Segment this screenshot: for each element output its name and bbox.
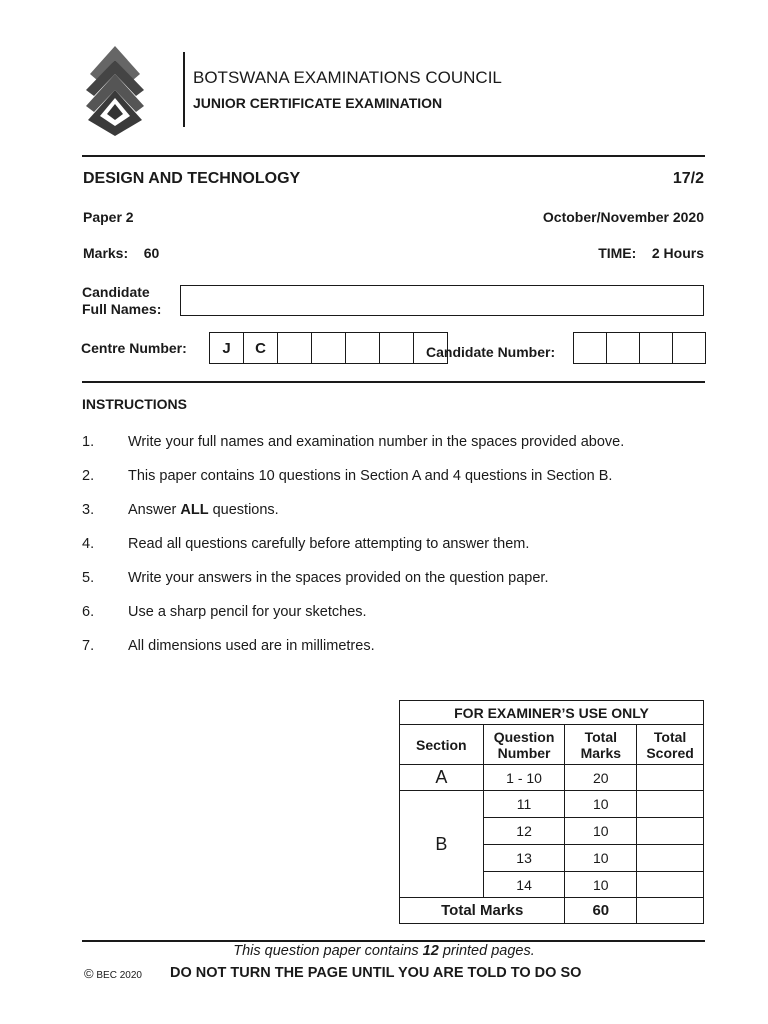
instruction-text: All dimensions used are in millimetres. <box>128 638 375 654</box>
section-b-question: 13 <box>483 845 565 872</box>
section-b-question: 14 <box>483 872 565 898</box>
instruction-number: 2. <box>82 468 95 484</box>
paper-number: Paper 2 <box>83 209 134 225</box>
time-value: 2 Hours <box>651 245 704 261</box>
instruction-text: Write your full names and examination number in the spaces provided above. <box>128 434 625 450</box>
instruction-text-part: Answer <box>128 502 181 518</box>
candidate-number-cell[interactable] <box>607 333 640 363</box>
marks-value: 60 <box>143 245 160 261</box>
candidate-number-field[interactable] <box>573 332 706 364</box>
centre-number-cell[interactable] <box>312 333 346 363</box>
section-b-marks: 10 <box>565 791 637 818</box>
instruction-number: 7. <box>82 638 95 654</box>
instruction-text-part: questions. <box>208 502 279 518</box>
header-line: Question <box>493 728 555 745</box>
instruction-number: 4. <box>82 536 95 552</box>
copyright-text: BEC 2020 <box>96 970 142 981</box>
section-b-scored[interactable] <box>637 791 704 818</box>
copyright-symbol: © <box>84 966 94 981</box>
instructions-rule <box>82 381 705 383</box>
instruction-text: This paper contains 10 questions in Section A and 4 questions in Section B. <box>128 468 613 484</box>
printed-pages-note <box>0 943 768 959</box>
section-a-label: A <box>400 765 484 791</box>
header-line: Number <box>497 744 551 761</box>
pages-note-text: This question paper contains <box>233 943 423 959</box>
header-line: Marks <box>580 744 622 761</box>
examiner-table-title: FOR EXAMINER’S USE ONLY <box>400 701 704 725</box>
instruction-text <box>128 502 279 518</box>
instruction-text: Read all questions carefully before attempting to answer them. <box>128 536 530 552</box>
section-a-question: 1 - 10 <box>483 765 565 791</box>
centre-number-cell: C <box>244 333 278 363</box>
exam-session: October/November 2020 <box>542 209 704 225</box>
pages-note-text: printed pages. <box>438 943 535 959</box>
instruction-number: 1. <box>82 434 95 450</box>
total-scored[interactable] <box>637 898 704 924</box>
section-b-question: 12 <box>483 818 565 845</box>
total-marks-value: 60 <box>565 898 637 924</box>
section-b-scored[interactable] <box>637 818 704 845</box>
header-line: Total <box>653 728 687 745</box>
instruction-number: 3. <box>82 502 95 518</box>
examination-name: JUNIOR CERTIFICATE EXAMINATION <box>193 95 443 111</box>
marks-label: Marks: <box>83 245 129 261</box>
time-label: TIME: <box>598 245 637 261</box>
header-total-scored <box>637 725 704 765</box>
candidate-number-cell[interactable] <box>673 333 706 363</box>
centre-number-label: Centre Number: <box>81 340 187 356</box>
candidate-number-cell[interactable] <box>640 333 673 363</box>
section-b-label: B <box>400 791 484 898</box>
candidate-number-label: Candidate Number: <box>426 344 556 360</box>
centre-number-field[interactable] <box>209 332 448 364</box>
section-b-question: 11 <box>483 791 565 818</box>
candidate-number-cell[interactable] <box>574 333 607 363</box>
header-line: Scored <box>646 744 694 761</box>
full-names-label <box>82 284 161 318</box>
subject-title: DESIGN AND TECHNOLOGY <box>83 170 301 187</box>
section-b-marks: 10 <box>565 872 637 898</box>
section-b-marks: 10 <box>565 818 637 845</box>
pages-count: 12 <box>422 943 439 959</box>
instructions-title: INSTRUCTIONS <box>82 396 187 412</box>
instruction-text: Write your answers in the spaces provided on the question paper. <box>128 570 549 586</box>
centre-number-cell[interactable] <box>278 333 312 363</box>
full-names-label-line1: Candidate <box>82 284 150 300</box>
section-b-marks: 10 <box>565 845 637 872</box>
top-rule <box>82 155 705 157</box>
full-names-label-line2: Full Names: <box>82 301 162 317</box>
header-line: Total <box>584 728 618 745</box>
total-marks-label: Total Marks <box>400 898 565 924</box>
full-names-field[interactable] <box>180 285 704 316</box>
header-total-marks <box>565 725 637 765</box>
instruction-number: 6. <box>82 604 95 620</box>
section-a-scored[interactable] <box>637 765 704 791</box>
instruction-text-emphasis: ALL <box>180 502 209 518</box>
centre-number-cell[interactable] <box>380 333 414 363</box>
instruction-number: 5. <box>82 570 95 586</box>
paper-code: 17/2 <box>672 170 704 187</box>
examiner-use-table <box>399 700 704 924</box>
footer-rule <box>82 940 705 942</box>
bec-logo-icon <box>80 44 150 138</box>
copyright <box>84 966 142 981</box>
section-b-scored[interactable] <box>637 845 704 872</box>
header-divider <box>183 52 185 127</box>
section-a-marks: 20 <box>565 765 637 791</box>
centre-number-cell[interactable] <box>346 333 380 363</box>
marks-info <box>83 245 159 261</box>
organization-name: BOTSWANA EXAMINATIONS COUNCIL <box>193 68 502 87</box>
header-section: Section <box>400 725 484 765</box>
instruction-text: Use a sharp pencil for your sketches. <box>128 604 367 620</box>
header-question-number <box>483 725 565 765</box>
time-info <box>598 245 704 261</box>
do-not-turn-warning: DO NOT TURN THE PAGE UNTIL YOU ARE TOLD TO DO SO <box>170 965 582 981</box>
centre-number-cell: J <box>210 333 244 363</box>
section-b-scored[interactable] <box>637 872 704 898</box>
